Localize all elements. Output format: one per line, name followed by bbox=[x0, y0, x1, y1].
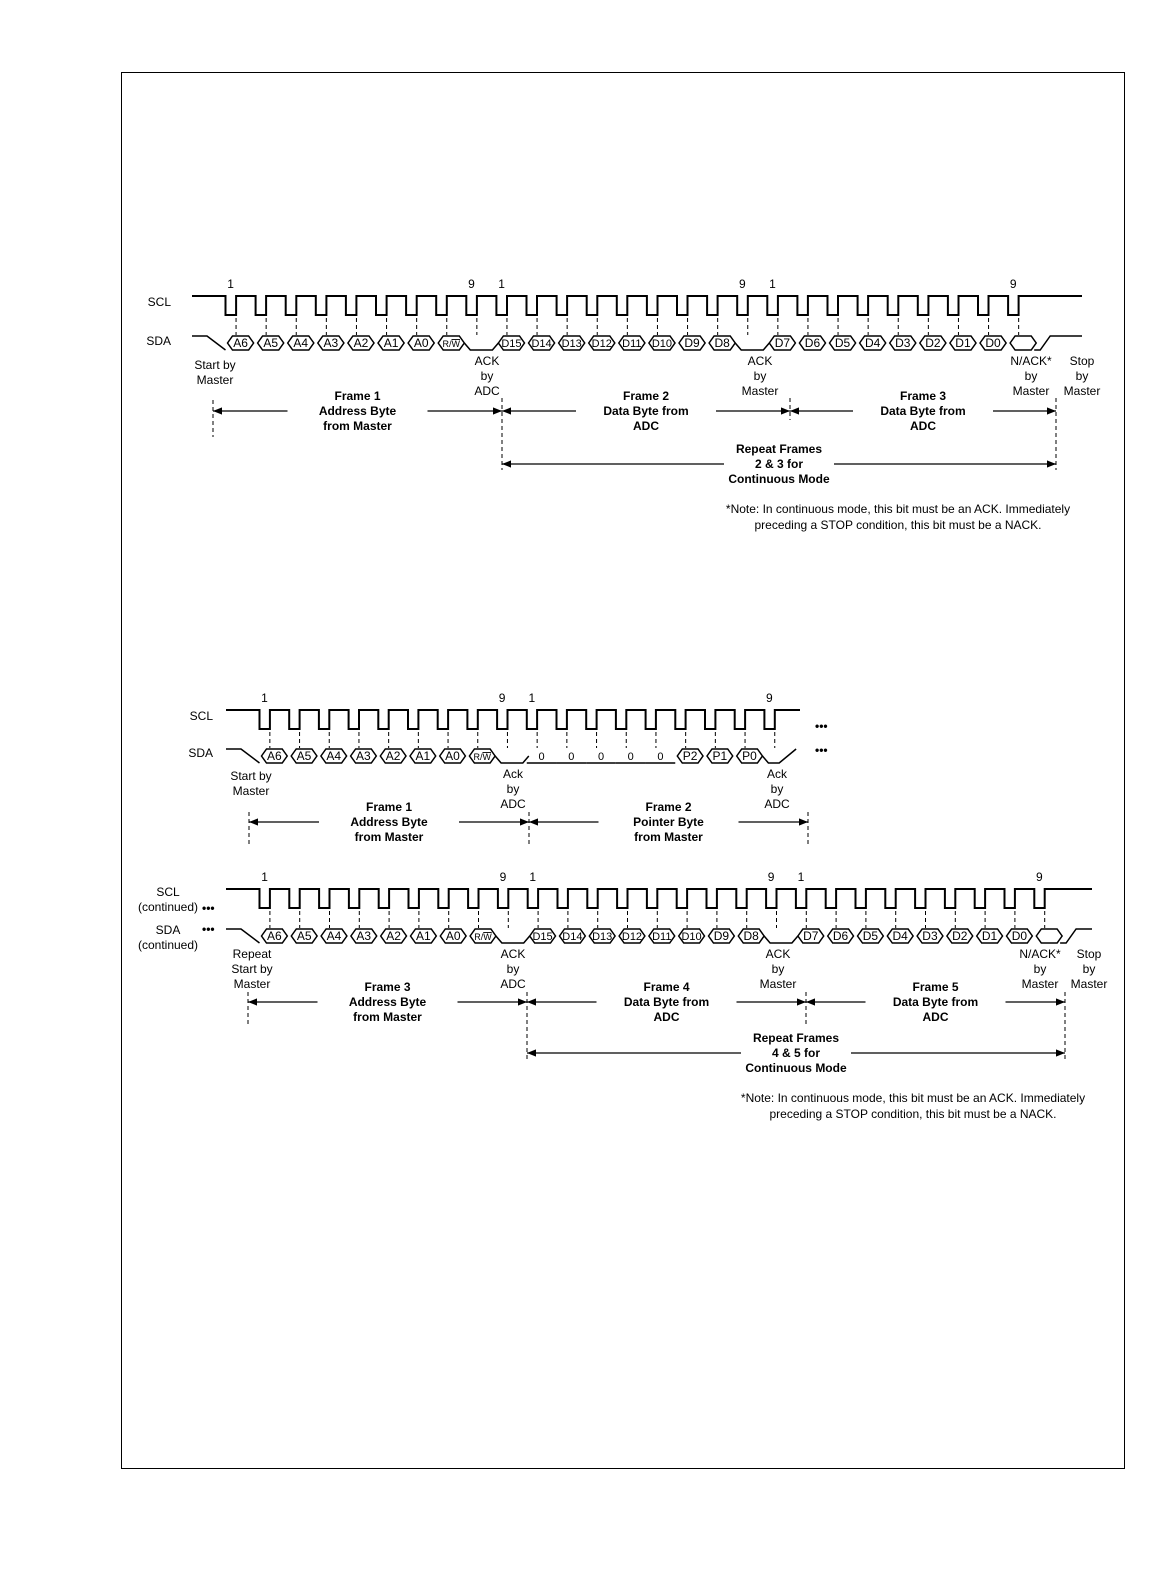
read-timing-diagram bbox=[146, 277, 1100, 532]
sda-bit-label: A2 bbox=[385, 749, 401, 763]
scl-waveform bbox=[226, 889, 1092, 908]
clock-number: 1 bbox=[797, 870, 805, 884]
frame1-label: Address Byte bbox=[350, 815, 428, 829]
repeat-frames-label: Continuous Mode bbox=[728, 472, 830, 486]
frame1-label: Address Byte bbox=[318, 404, 397, 418]
sda-label: SDA bbox=[146, 334, 171, 348]
nack-by-master-label: by bbox=[1024, 369, 1038, 383]
frame4-label: Data Byte from bbox=[623, 995, 710, 1009]
frame2-label: from Master bbox=[634, 830, 703, 844]
repeat-frames-label: 4 & 5 for bbox=[771, 1046, 821, 1060]
nack-by-master-label: Master bbox=[1012, 384, 1050, 398]
sda-nack-cell bbox=[1010, 336, 1036, 350]
clock-number: 9 bbox=[1009, 277, 1017, 291]
sda-bit-label: D4 bbox=[892, 929, 908, 943]
scl-waveform bbox=[192, 296, 1082, 315]
frame2-label: ADC bbox=[633, 419, 659, 433]
frame2-label: Data Byte from bbox=[603, 404, 689, 418]
sda-bit-label: D2 bbox=[952, 929, 968, 943]
repeat-start-label: Start by bbox=[231, 962, 273, 976]
sda-bit-label: D15 bbox=[501, 338, 522, 350]
sda-bit-label: A1 bbox=[415, 749, 431, 763]
stop-label: Master bbox=[1063, 384, 1101, 398]
repeat-frames-label: Repeat Frames bbox=[735, 442, 823, 456]
frame3-label: ADC bbox=[910, 419, 936, 433]
sda-bit-label: D5 bbox=[862, 929, 879, 943]
ack-by-master-label: by bbox=[771, 962, 785, 976]
repeat-start-label: Repeat bbox=[232, 947, 272, 961]
stop-label: by bbox=[1082, 962, 1096, 976]
start-label: Master bbox=[232, 784, 270, 798]
sda-bit-label: A1 bbox=[416, 929, 431, 943]
ack-by-adc-label: ADC bbox=[474, 384, 500, 398]
sda-bit-label: A1 bbox=[383, 336, 399, 350]
clock-number: 9 bbox=[499, 870, 507, 884]
clock-number: 1 bbox=[261, 691, 268, 705]
sda-ack-low bbox=[496, 936, 530, 943]
repeat-frames-label: Repeat Frames bbox=[752, 1031, 840, 1045]
sda-ack-low bbox=[495, 756, 529, 763]
start-label: Master bbox=[196, 373, 234, 387]
nack-by-master-label: N/ACK* bbox=[1019, 947, 1061, 961]
ack-by-master-label: Master bbox=[741, 384, 779, 398]
scl-label: SCL bbox=[147, 295, 171, 309]
stop-label: Stop bbox=[1069, 354, 1095, 368]
clock-number: 1 bbox=[498, 277, 505, 291]
sda-bit-label: D12 bbox=[621, 931, 643, 943]
clock-number: 9 bbox=[766, 691, 773, 705]
sda-bit-label: D11 bbox=[622, 338, 642, 350]
sda-bit-label: P1 bbox=[712, 749, 728, 763]
sda-stop-condition bbox=[1060, 929, 1092, 943]
sda-bit-label: D13 bbox=[561, 338, 582, 350]
clock-number: 1 bbox=[528, 691, 536, 705]
ack-by-adc-label: ACK bbox=[474, 354, 500, 368]
sda-bit-label: A2 bbox=[353, 336, 369, 350]
sda-bit-label: 0 bbox=[538, 751, 545, 763]
sda-bit-label: D3 bbox=[922, 929, 938, 943]
frame2-label: Frame 2 bbox=[622, 389, 670, 403]
sda-bit-label: A5 bbox=[296, 749, 312, 763]
sda-bit-label: A4 bbox=[326, 749, 342, 763]
sda-bit-label: A2 bbox=[386, 929, 401, 943]
sda-ack-low bbox=[764, 936, 798, 943]
footnote: preceding a STOP condition, this bit must be a NACK. bbox=[754, 518, 1042, 532]
sda-stop-condition bbox=[1034, 336, 1082, 350]
sda-bit-label: D9 bbox=[684, 336, 700, 350]
sda-bit-label: D8 bbox=[743, 929, 759, 943]
frame4-label: Frame 4 bbox=[643, 980, 690, 994]
clock-number: 9 bbox=[468, 277, 475, 291]
sda-bit-label: D12 bbox=[591, 338, 612, 350]
sda-bit-label: D2 bbox=[925, 336, 941, 350]
clock-number: 1 bbox=[261, 870, 268, 884]
frame1-label: from Master bbox=[323, 419, 392, 433]
stop-label: Master bbox=[1070, 977, 1108, 991]
ack-by-adc-label: by bbox=[480, 369, 494, 383]
ack-label: by bbox=[770, 782, 784, 796]
ack-label: ADC bbox=[764, 797, 790, 811]
repeat-frames-label: Continuous Mode bbox=[745, 1061, 847, 1075]
sda-bit-label: A3 bbox=[356, 749, 371, 763]
sda-bit-label: A5 bbox=[296, 929, 312, 943]
sda-bit-label: A3 bbox=[323, 336, 339, 350]
ack-by-adc-label: by bbox=[506, 962, 520, 976]
frame1-label: from Master bbox=[354, 830, 424, 844]
sda-bit-label: 0 bbox=[597, 751, 605, 763]
sda-bit-label: A5 bbox=[263, 336, 279, 350]
ack-by-master-label: by bbox=[753, 369, 767, 383]
ack-by-master-label: ACK bbox=[747, 354, 773, 368]
frame3-label: Frame 3 bbox=[899, 389, 947, 403]
continuation-dots: ••• bbox=[815, 743, 828, 757]
rw-bit-label: R/W bbox=[442, 339, 461, 349]
sda-bit-label: D6 bbox=[832, 929, 849, 943]
sda-ack-low bbox=[464, 343, 498, 350]
sda-bit-label: D10 bbox=[681, 931, 702, 943]
sda-bit-label: A4 bbox=[293, 336, 309, 350]
sda-bit-label: 0 bbox=[657, 751, 664, 763]
frame3-label: Data Byte from bbox=[880, 404, 966, 418]
sda-label: SDA bbox=[155, 923, 181, 937]
frame3-label: from Master bbox=[353, 1010, 422, 1024]
frame3-label: Address Byte bbox=[348, 995, 427, 1009]
frame3-label: Frame 3 bbox=[364, 980, 411, 994]
ack-by-adc-label: ADC bbox=[500, 977, 526, 991]
start-label: Start by bbox=[230, 769, 272, 783]
frame5-label: Frame 5 bbox=[912, 980, 959, 994]
ack-label: Ack bbox=[766, 767, 788, 781]
ack-label: Ack bbox=[502, 767, 524, 781]
scl-label: SCL bbox=[189, 709, 213, 723]
ack-by-adc-label: ACK bbox=[500, 947, 526, 961]
clock-number: 1 bbox=[529, 870, 537, 884]
stop-label: by bbox=[1075, 369, 1089, 383]
stop-label: Stop bbox=[1076, 947, 1102, 961]
sda-bit-label: A0 bbox=[445, 929, 461, 943]
sda-nack-cell bbox=[1036, 929, 1062, 943]
continued-read-timing-diagram bbox=[138, 870, 1107, 1121]
clock-number: 9 bbox=[738, 277, 746, 291]
scl-label: (continued) bbox=[137, 900, 199, 914]
frame2-label: Pointer Byte bbox=[633, 815, 704, 829]
sda-ack-low bbox=[735, 343, 769, 350]
frame1-label: Frame 1 bbox=[365, 800, 413, 814]
footnote: *Note: In continuous mode, this bit must be an ACK. Immediately bbox=[740, 1091, 1086, 1105]
sda-bit-label: P2 bbox=[682, 749, 698, 763]
frame5-label: Data Byte from bbox=[892, 995, 979, 1009]
scl-waveform bbox=[226, 710, 800, 729]
nack-by-master-label: Master bbox=[1021, 977, 1059, 991]
sda-bit-label: D4 bbox=[864, 336, 881, 350]
sda-bit-label: D7 bbox=[803, 929, 819, 943]
scl-label: SCL bbox=[156, 885, 180, 899]
pointer-write-timing-diagram bbox=[188, 691, 827, 846]
repeat-start-label: Master bbox=[233, 977, 271, 991]
repeat-frames-label: 2 & 3 for bbox=[754, 457, 804, 471]
sda-bit-label: A0 bbox=[413, 336, 429, 350]
sda-bit-label: D9 bbox=[713, 929, 730, 943]
ack-by-master-label: Master bbox=[759, 977, 797, 991]
footnote: *Note: In continuous mode, this bit must be an ACK. Immediately bbox=[725, 502, 1071, 516]
sda-start-condition bbox=[226, 749, 260, 763]
sda-bit-label: 0 bbox=[627, 751, 634, 763]
sda-bit-label: D0 bbox=[1011, 929, 1028, 943]
clock-number: 9 bbox=[498, 691, 506, 705]
nack-by-master-label: by bbox=[1033, 962, 1047, 976]
sda-bit-label: A4 bbox=[326, 929, 342, 943]
sda-bit-label: D1 bbox=[955, 336, 971, 350]
ack-by-master-label: ACK bbox=[765, 947, 791, 961]
footnote: preceding a STOP condition, this bit must be a NACK. bbox=[769, 1107, 1057, 1121]
sda-start-condition bbox=[226, 929, 260, 943]
sda-bit-label: A6 bbox=[267, 929, 282, 943]
continuation-dots: ••• bbox=[815, 719, 828, 733]
continuation-dots: ••• bbox=[202, 922, 215, 936]
sda-bit-label: A6 bbox=[266, 749, 282, 763]
rw-bit-label: R/W bbox=[473, 752, 491, 762]
sda-label: (continued) bbox=[137, 938, 199, 952]
sda-label: SDA bbox=[188, 746, 213, 760]
sda-bit-label: D15 bbox=[532, 931, 553, 943]
sda-bit-label: D5 bbox=[834, 336, 851, 350]
frame5-label: ADC bbox=[922, 1010, 949, 1024]
sda-bit-label: A0 bbox=[445, 749, 460, 763]
continuation-dots: ••• bbox=[202, 901, 215, 915]
frame1-label: Frame 1 bbox=[334, 389, 381, 403]
sda-start-condition bbox=[192, 336, 226, 350]
clock-number: 1 bbox=[769, 277, 776, 291]
sda-bit-label: D8 bbox=[714, 336, 730, 350]
ack-label: ADC bbox=[500, 797, 526, 811]
sda-ack-continue bbox=[762, 749, 796, 763]
ack-label: by bbox=[506, 782, 520, 796]
sda-bit-label: D10 bbox=[651, 338, 673, 350]
nack-by-master-label: N/ACK* bbox=[1010, 354, 1052, 368]
frame4-label: ADC bbox=[653, 1010, 680, 1024]
sda-bit-label: D13 bbox=[592, 931, 613, 943]
start-label: Start by bbox=[194, 358, 236, 372]
clock-number: 9 bbox=[1035, 870, 1043, 884]
sda-bit-label: D3 bbox=[895, 336, 911, 350]
rw-bit-label: R/W bbox=[474, 932, 492, 942]
sda-bit-label: D1 bbox=[981, 929, 998, 943]
frame2-label: Frame 2 bbox=[645, 800, 692, 814]
sda-bit-label: D6 bbox=[804, 336, 821, 350]
sda-bit-label: D14 bbox=[531, 338, 552, 350]
clock-number: 9 bbox=[767, 870, 775, 884]
sda-bit-label: A6 bbox=[233, 336, 248, 350]
clock-number: 1 bbox=[227, 277, 234, 291]
sda-bit-label: D14 bbox=[562, 931, 583, 943]
sda-bit-label: D7 bbox=[774, 336, 791, 350]
sda-bit-label: D11 bbox=[652, 931, 672, 943]
sda-bit-label: 0 bbox=[568, 751, 575, 763]
sda-bit-label: P0 bbox=[742, 749, 757, 763]
sda-bit-label: A3 bbox=[356, 929, 372, 943]
sda-bit-label: D0 bbox=[985, 336, 1001, 350]
